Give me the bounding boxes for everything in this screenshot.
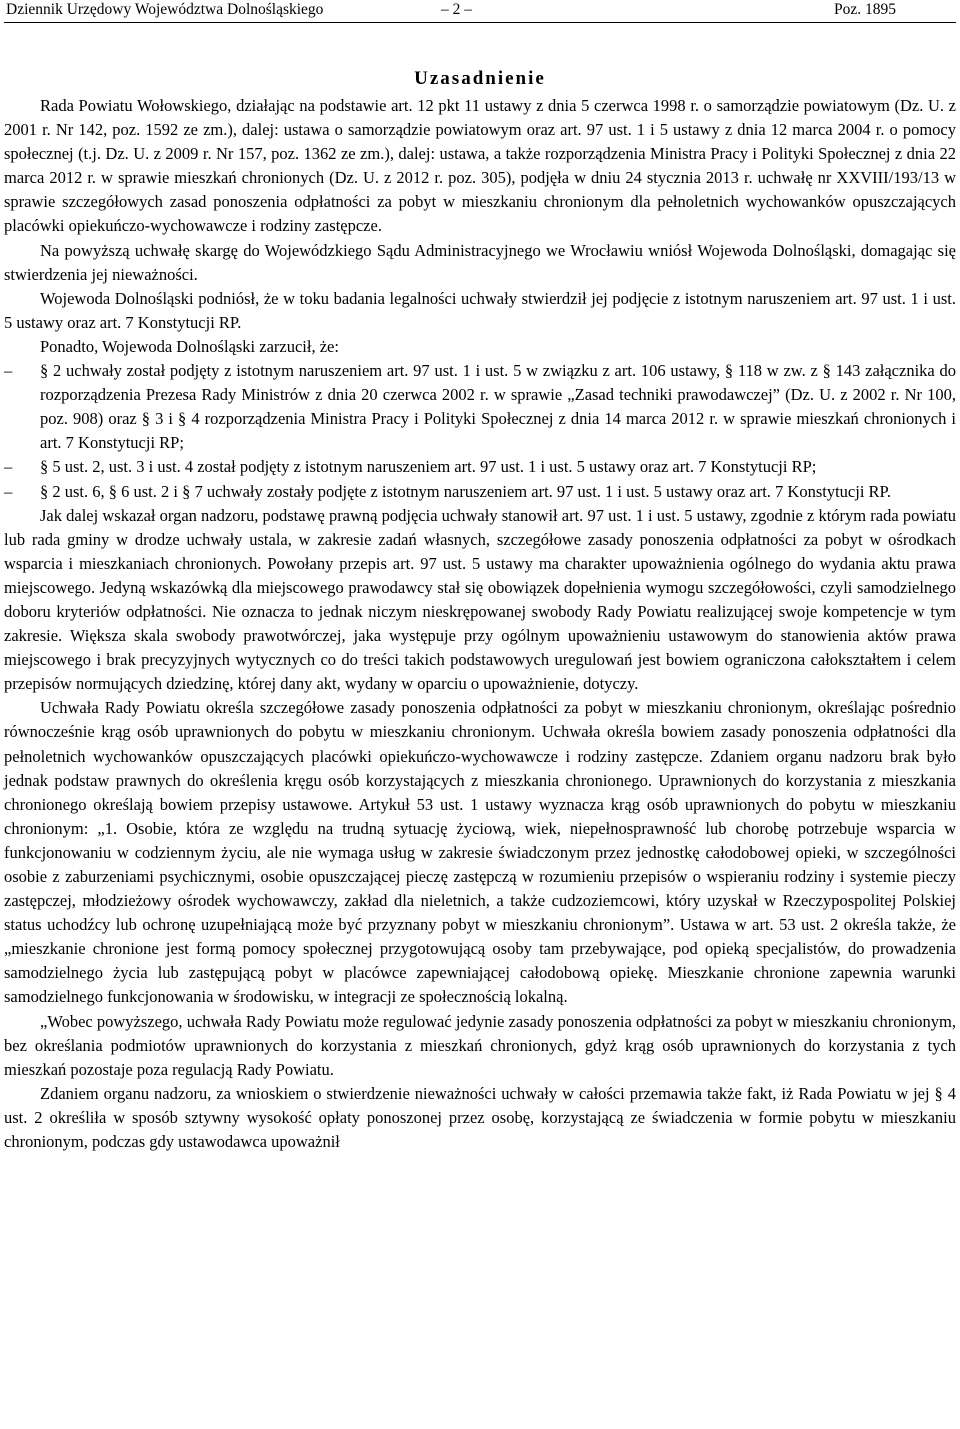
- page-header: [4, 0, 956, 23]
- paragraph: Na powyższą uchwałę skargę do Wojewódzkiego Sądu Administracyjnego we Wrocławiu wniósł Wojewoda Dolnośląski, domagając się stwierdzenia jej nieważności.: [4, 240, 956, 284]
- dash-list-item: [4, 480, 956, 504]
- page-number: – 2 –: [441, 1, 472, 18]
- document-body: [4, 94, 956, 1154]
- paragraph: Zdaniem organu nadzoru, za wnioskiem o stwierdzenie nieważności uchwały w całości przemawia także fakt, iż Rada Powiatu w jej § 4 ust. 2 określiła w sposób sztywny wysokość opłaty ponoszonej przez osobę, korzystającą ze świadczenia w formie pobytu w mieszkaniu chronionym, podczas gdy ustawodawca upoważnił: [4, 1083, 956, 1152]
- paragraph: Rada Powiatu Wołowskiego, działając na podstawie art. 12 pkt 11 ustawy z dnia 5 czerwca 1998 r. o samorządzie powiatowym (Dz. U. z 2001 r. Nr 142, poz. 1592 ze zm.), dalej: ustawa o samorządzie powiatowym oraz art. 97 ust. 1 i 5 ustawy z dnia 12 marca 2004 r. o pomocy społecznej (t.j. Dz. U. z 2009 r. Nr 157, poz. 1362 ze zm.), dalej: ustawa, a także rozporządzenia Ministra Pracy i Polityki Społecznej z dnia 22 marca 2012 r. w sprawie mieszkań chronionych (Dz. U. z 2012 r. poz. 305), podjęła w dniu 24 stycznia 2013 r. uchwałę nr XXVIII/193/13 w sprawie szczegółowych zasad ponoszenia odpłatności za pobyt w mieszkaniu chronionym dla pełnoletnich wychowanków opuszczających placówki opiekuńczo-wychowawcze i rodziny zastępcze.: [4, 96, 956, 236]
- dash-item-text: § 5 ust. 2, ust. 3 i ust. 4 został podjęty z istotnym naruszeniem art. 97 ust. 1 i ust. 5 ustawy oraz art. 7 Konstytucji RP;: [40, 457, 817, 477]
- paragraph: „Wobec powyższego, uchwała Rady Powiatu może regulować jedynie zasady ponoszenia odpłatności za pobyt w mieszkaniu chronionym, bez określania podmiotów uprawnionych do korzystania z mieszkań chronionych, gdyż krąg osób uprawnionych do korzystania z tych mieszkań pozostaje poza regulacją Rady Powiatu.: [4, 1011, 956, 1079]
- dash-mark: –: [4, 457, 13, 477]
- dash-list-item: [4, 359, 956, 455]
- dash-item-text: § 2 uchwały został podjęty z istotnym naruszeniem art. 97 ust. 1 i ust. 5 w związku z art. 106 ustawy, § 118 w zw. z § 143 załącznika do rozporządzenia Prezesa Rady Ministrów z dnia 20 czerwca 2002 r. w sprawie „Zasad techniki prawodawczej” (Dz. U. z 2002 r. Nr 100, poz. 908) oraz § 3 i § 4 rozporządzenia Ministra Pracy i Polityki Społecznej z dnia 14 marca 2012 r. w sprawie mieszkań chronionych i art. 7 Konstytucji RP;: [40, 361, 956, 453]
- paragraph: Jak dalej wskazał organ nadzoru, podstawę prawną podjęcia uchwały stanowił art. 97 ust. 1 i ust. 5 ustawy, zgodnie z którym rada powiatu lub rada gminy w drodze uchwały ustala, w zakresie zadań własnych, szczegółowe zasady ponoszenia odpłatności za pobyt w ośrodkach wsparcia i mieszkaniach chronionych. Powołany przepis art. 97 ust. 5 ustawy ma charakter upoważnienia ogólnego do wydania aktu prawa miejscowego. Jedyną wskazówką dla miejscowego prawodawcy stał się obowiązek dopełnienia wymogu szczegółowości, czyli samodzielnego doboru kryteriów odpłatności. Nie oznacza to jednak niczym nieskrępowanej swobody Rady Powiatu realizującej swoje kompetencje w tym zakresie. Większa skala swobody prawotwórczej, jaka występuje przy ogólnym upoważnieniu ustawowym do stanowienia aktów prawa miejscowego i brak precyzyjnych wytycznych co do treści takich podstawowych uregulowań jest bowiem ograniczona całokształtem i celem przepisów normujących dziedzinę, której dany akt, wydany w oparciu o upoważnienie, dotyczy.: [4, 505, 956, 694]
- section-title: Uzasadnienie: [414, 68, 546, 89]
- paragraph: Uchwała Rady Powiatu określa szczegółowe zasady ponoszenia odpłatności za pobyt w mieszkaniu chronionym, określając pośrednio równocześnie krąg osób uprawnionych do pobytu w mieszkaniu chronionym. Uchwała określa bowiem zasady ponoszenia odpłatności dla pełnoletnich wychowanków opuszczających placówki opiekuńczo-wychowawcze i rodziny zastępcze. Zdaniem organu nadzoru brak było jednak podstaw prawnych do określenia kręgu osób korzystających z mieszkania chronionego. Uprawnionych do korzystania z mieszkania chronionego określają bowiem przepisy ustawowe. Artykuł 53 ust. 1 ustawy wyznacza krąg osób uprawnionych do pobytu w mieszkaniu chronionym: „1. Osobie, która ze względu na trudną sytuację życiową, wiek, niepełnosprawność lub chorobę potrzebuje wsparcia w funkcjonowaniu w codziennym życiu, ale nie wymaga usług w zakresie świadczonym przez jednostkę całodobowej opieki, w szczególności osobie z zaburzeniami psychicznymi, osobie opuszczającej pieczę zastępczą w rozumieniu przepisów o wspieraniu rodziny i systemie pieczy zastępczej, młodzieżowy ośrodek wychowawczy, zakład dla nieletnich, a także cudzoziemcowi, który uzyskał w Rzeczypospolitej Polskiej status uchodźcy lub ochronę uzupełniającą może być przyznany pobyt w mieszkaniu chronionym”. Ustawa w art. 53 ust. 2 określa także, że „mieszkanie chronione jest formą pomocy społecznej przygotowującą osoby tam przebywające, pod opieką specjalistów, do prowadzenia samodzielnego życia lub zastępującą pobyt w placówce zapewniającej całodobową opiekę. Mieszkanie chronione zapewnia warunki samodzielnego funkcjonowania w środowisku, w integracji ze społecznością lokalną.: [4, 698, 956, 1007]
- position-number: Poz. 1895: [834, 1, 896, 18]
- dash-list-item: [4, 455, 956, 479]
- journal-name: Dziennik Urzędowy Województwa Dolnośląskiego: [6, 1, 324, 18]
- dash-item-text: § 2 ust. 6, § 6 ust. 2 i § 7 uchwały zostały podjęte z istotnym naruszeniem art. 97 ust. 1 i ust. 5 ustawy oraz art. 7 Konstytucji RP.: [40, 481, 892, 501]
- paragraph: Wojewoda Dolnośląski podniósł, że w toku badania legalności uchwały stwierdził jej podjęcie z istotnym naruszeniem art. 97 ust. 1 i ust. 5 ustawy oraz art. 7 Konstytucji RP.: [4, 288, 956, 332]
- dash-mark: –: [4, 481, 13, 501]
- dash-mark: –: [4, 361, 13, 381]
- paragraph: Ponadto, Wojewoda Dolnośląski zarzucił, że:: [40, 336, 339, 356]
